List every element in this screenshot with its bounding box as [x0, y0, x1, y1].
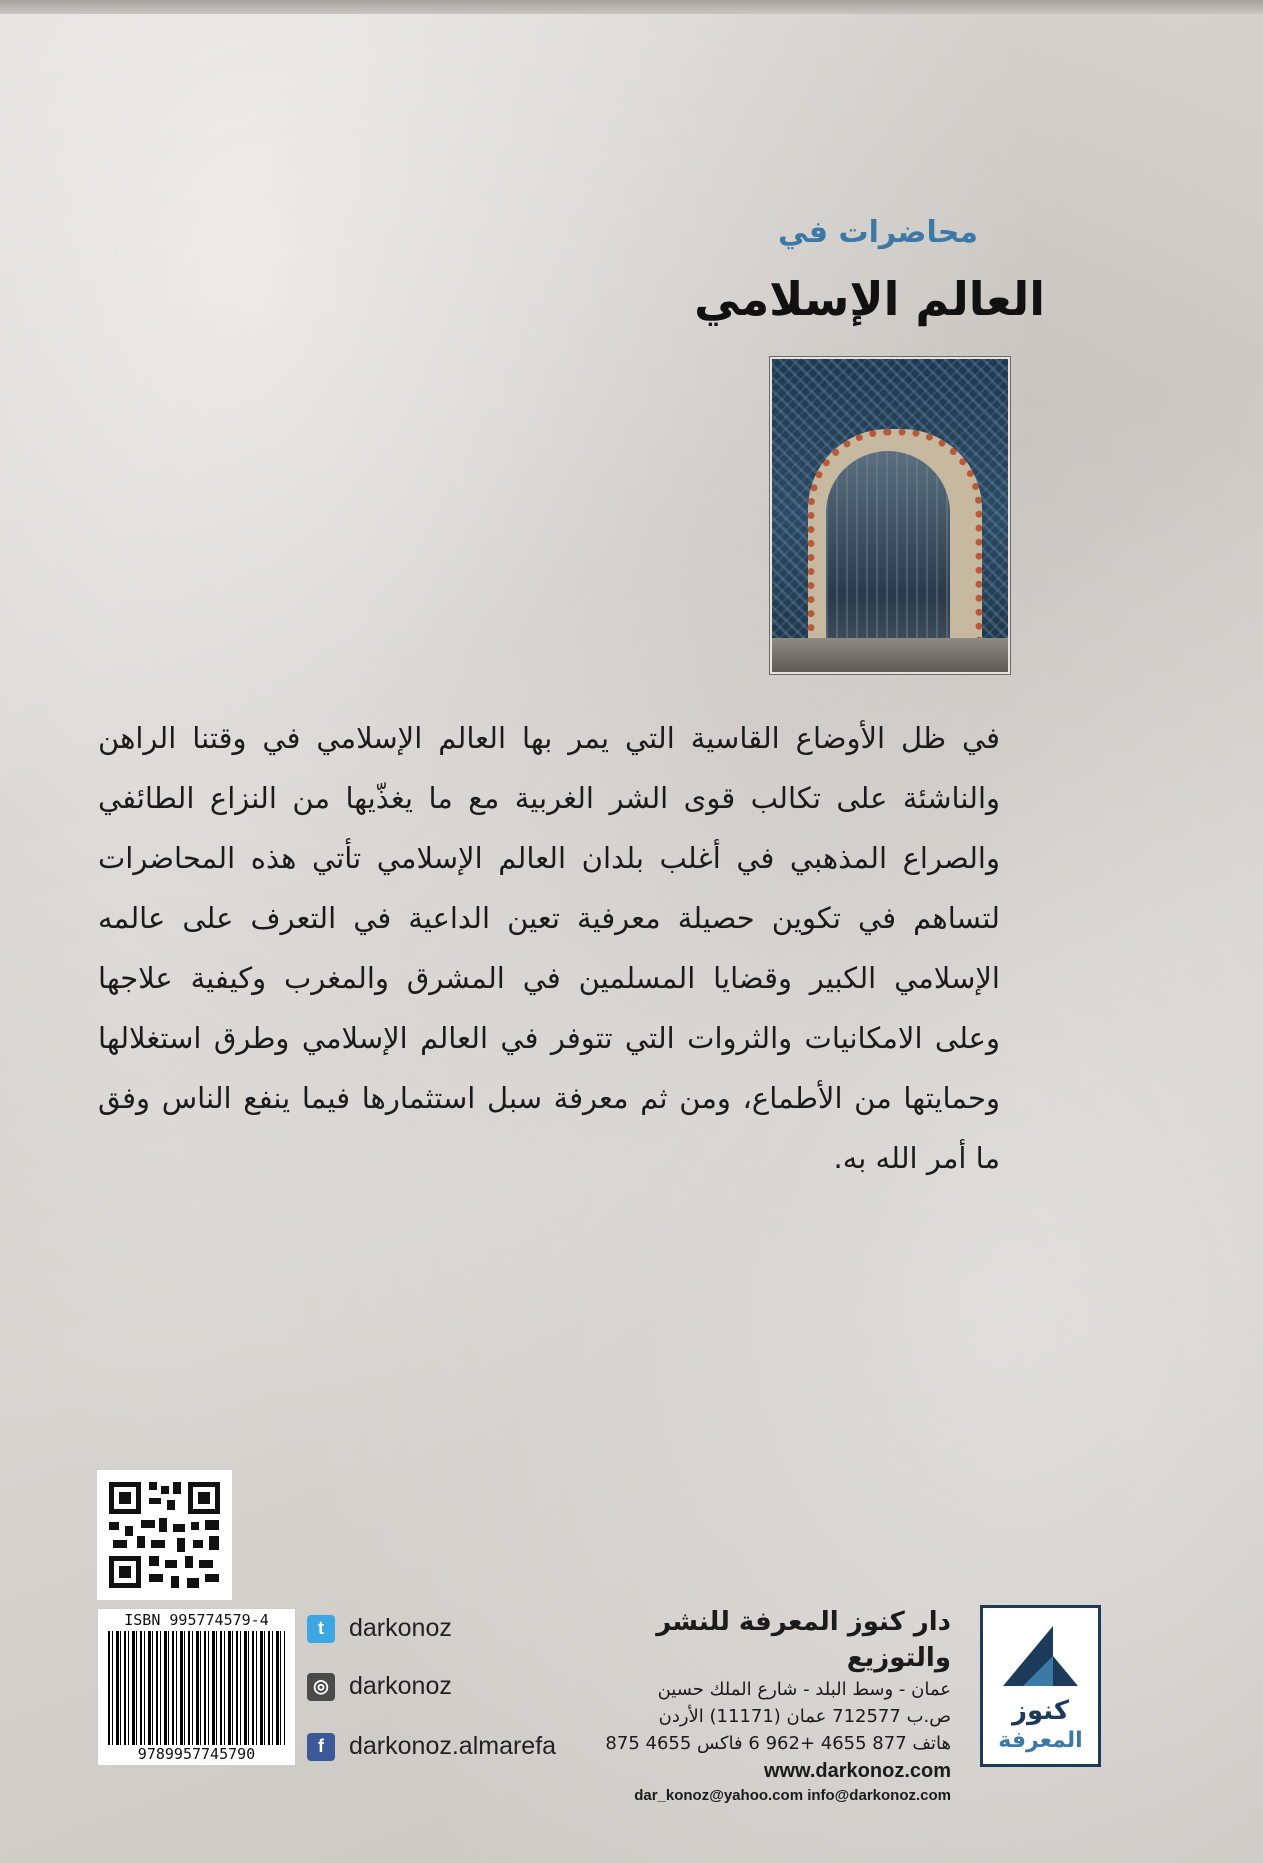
publisher-emails[interactable]: dar_konoz@yahoo.com info@darkonoz.com: [634, 1787, 951, 1804]
publisher-phone: هاتف 877 4655 +962 6 فاكس 4655 875: [605, 1733, 951, 1754]
qr-code: [97, 1470, 232, 1600]
instagram-icon: ◎: [307, 1673, 335, 1701]
qr-code-graphic: [97, 1470, 232, 1600]
book-title: العالم الإسلامي: [694, 272, 1045, 326]
logo-word-konoz: كنوز: [1011, 1696, 1069, 1726]
instagram-handle: darkonoz: [349, 1672, 452, 1700]
twitter-icon: t: [307, 1615, 335, 1643]
cover-top-edge: [0, 0, 1263, 14]
twitter-handle: darkonoz: [349, 1614, 452, 1642]
mihrab-floor: [772, 638, 1008, 672]
publisher-name: دار كنوز المعرفة للنشر والتوزيع: [656, 1607, 951, 1673]
isbn-barcode: [97, 1608, 296, 1766]
barcode-bars: [108, 1631, 285, 1745]
facebook-handle: darkonoz.almarefa: [349, 1732, 557, 1760]
publisher-address: عمان - وسط البلد - شارع الملك حسين: [657, 1679, 951, 1700]
isbn-label: ISBN 995774579-4: [124, 1611, 269, 1629]
logo-book-icon: [993, 1616, 1088, 1696]
mihrab-image: [770, 357, 1010, 674]
publisher-info: [551, 1604, 951, 1807]
social-twitter[interactable]: [307, 1614, 452, 1643]
barcode-number: 9789957745790: [137, 1745, 256, 1763]
logo-word-almarefa: المعرفة: [998, 1728, 1083, 1753]
publisher-logo: [980, 1605, 1101, 1767]
publisher-po-box: ص.ب 712577 عمان (11171) الأردن: [658, 1706, 951, 1727]
social-instagram[interactable]: [307, 1672, 452, 1701]
facebook-icon: f: [307, 1733, 335, 1761]
book-subtitle: محاضرات في: [778, 215, 978, 250]
book-description: في ظل الأوضاع القاسية التي يمر بها العالم الإسلامي في وقتنا الراهن والناشئة على تكالب قوى الشر الغربية مع ما يغذّيها من النزاع الطائفي والصراع المذهبي في أغلب بلدان العالم الإسلامي تأتي هذه المحاضرات لتساهم في تكوين حصيلة معرفية تعين الداعية في التعرف على عالمه الإسلامي الكبير وقضايا المسلمين في المشرق والمغرب وكيفية علاجها وعلى الامكانيات والثروات التي تتوفر في العالم الإسلامي وطرق استغلالها وحمايتها من الأطماع، ومن ثم معرفة سبل استثمارها فيما ينفع الناس وفق ما أمر الله به.: [98, 721, 1000, 1175]
social-facebook[interactable]: [307, 1732, 556, 1761]
publisher-website[interactable]: www.darkonoz.com: [763, 1760, 951, 1782]
